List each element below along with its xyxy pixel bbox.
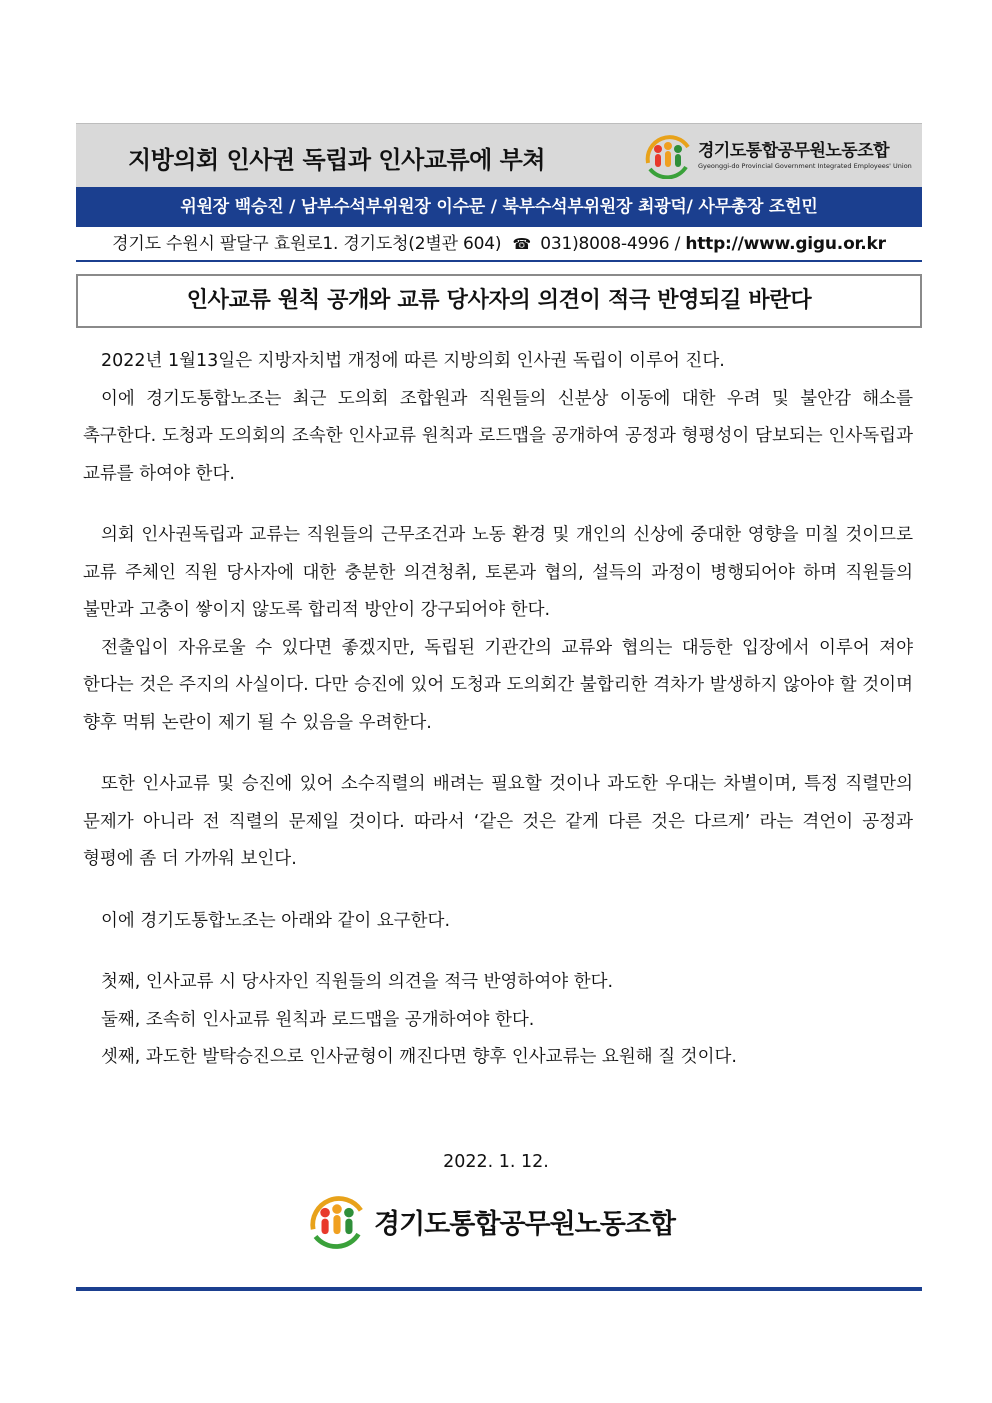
phone-text: 031)8008-4996 /: [540, 234, 681, 254]
paragraph-4: 전출입이 자유로울 수 있다면 좋겠지만, 독립된 기관간의 교류와 협의는 대등한 입장에서 이루어 져야 한다는 것은 주지의 사실이다. 다만 승진에 있어 도청과 도의회간 불합리한 격차가 발생하지 않아야 할 것이며 향후 먹튀 논란이 제기 될 수 있음을 우려한다.: [83, 637, 913, 733]
headline: 인사교류 원칙 공개와 교류 당사자의 의견이 적극 반영되길 바란다: [76, 274, 922, 328]
paragraph-6: 이에 경기도통합노조는 아래와 같이 요구한다.: [101, 910, 451, 931]
signature-name: 경기도통합공무원노동조합: [374, 1208, 675, 1240]
union-logo-icon: [306, 1193, 368, 1249]
letterhead: [76, 123, 922, 328]
contact-line: [76, 227, 922, 262]
paragraph-5: 또한 인사교류 및 승진에 있어 소수직렬의 배려는 필요할 것이나 과도한 우대는 차별이며, 특정 직렬만의 문제가 아니라 전 직렬의 문제일 것이다. 따라서 ‘같은 것은 같게 다른 것은 다르게’ 라는 격언이 공정과 형평에 좀 더 가까워 보인다.: [83, 774, 913, 869]
phone-icon: ☎: [512, 235, 531, 253]
officers-bar: 위원장 백승진 / 남부수석부위원장 이수문 / 북부수석부위원장 최광덕/ 사무총장 조헌민: [76, 187, 922, 227]
union-logo: [642, 132, 912, 180]
statement-body: [83, 343, 913, 1077]
address-text: 경기도 수원시 팔달구 효원로1. 경기도청(2별관 604): [112, 234, 502, 254]
demand-item: 첫째, 인사교류 시 당사자인 직원들의 의견을 적극 반영하여야 한다.: [101, 972, 614, 992]
issue-date: 2022. 1. 12.: [443, 1152, 549, 1172]
union-logo-icon: [642, 133, 694, 179]
paragraph-2: 이에 경기도통합노조는 최근 도의회 조합원과 직원들의 신분상 이동에 대한 우려 및 불안감 해소를 촉구한다. 도청과 도의회의 조속한 인사교류 원칙과 로드맵을 공개하여 공정과 형평성이 담보되는 인사독립과 교류를 하여야 한다.: [83, 388, 913, 484]
logo-name: 경기도통합공무원노동조합: [698, 141, 890, 161]
website-link[interactable]: http://www.gigu.or.kr: [685, 234, 886, 254]
page-title: 지방의회 인사권 독립과 인사교류에 부쳐: [128, 146, 546, 174]
footer-divider: [76, 1287, 922, 1291]
logo-english-name: Gyeonggi-do Provincial Government Integrated Employees' Union: [698, 162, 912, 170]
header-banner: [76, 123, 922, 187]
paragraph-1: 2022년 1월13일은 지방자치법 개정에 따른 지방의회 인사권 독립이 이루어 진다.: [101, 351, 725, 371]
paragraph-3: 의회 인사권독립과 교류는 직원들의 근무조건과 노동 환경 및 개인의 신상에 중대한 영향을 미칠 것이므로 교류 주체인 직원 당사자에 대한 충분한 의견청취, 토론과 협의, 설득의 과정이 병행되어야 하며 직원들의 불만과 고충이 쌓이지 않도록 합리적 방안이 강구되어야 한다.: [83, 525, 913, 620]
demand-item: 둘째, 조속히 인사교류 원칙과 로드맵을 공개하여야 한다.: [101, 1009, 535, 1030]
signature-logo: [306, 1192, 675, 1250]
demand-item: 셋째, 과도한 발탁승진으로 인사균형이 깨진다면 향후 인사교류는 요원해 질 것이다.: [101, 1047, 737, 1067]
